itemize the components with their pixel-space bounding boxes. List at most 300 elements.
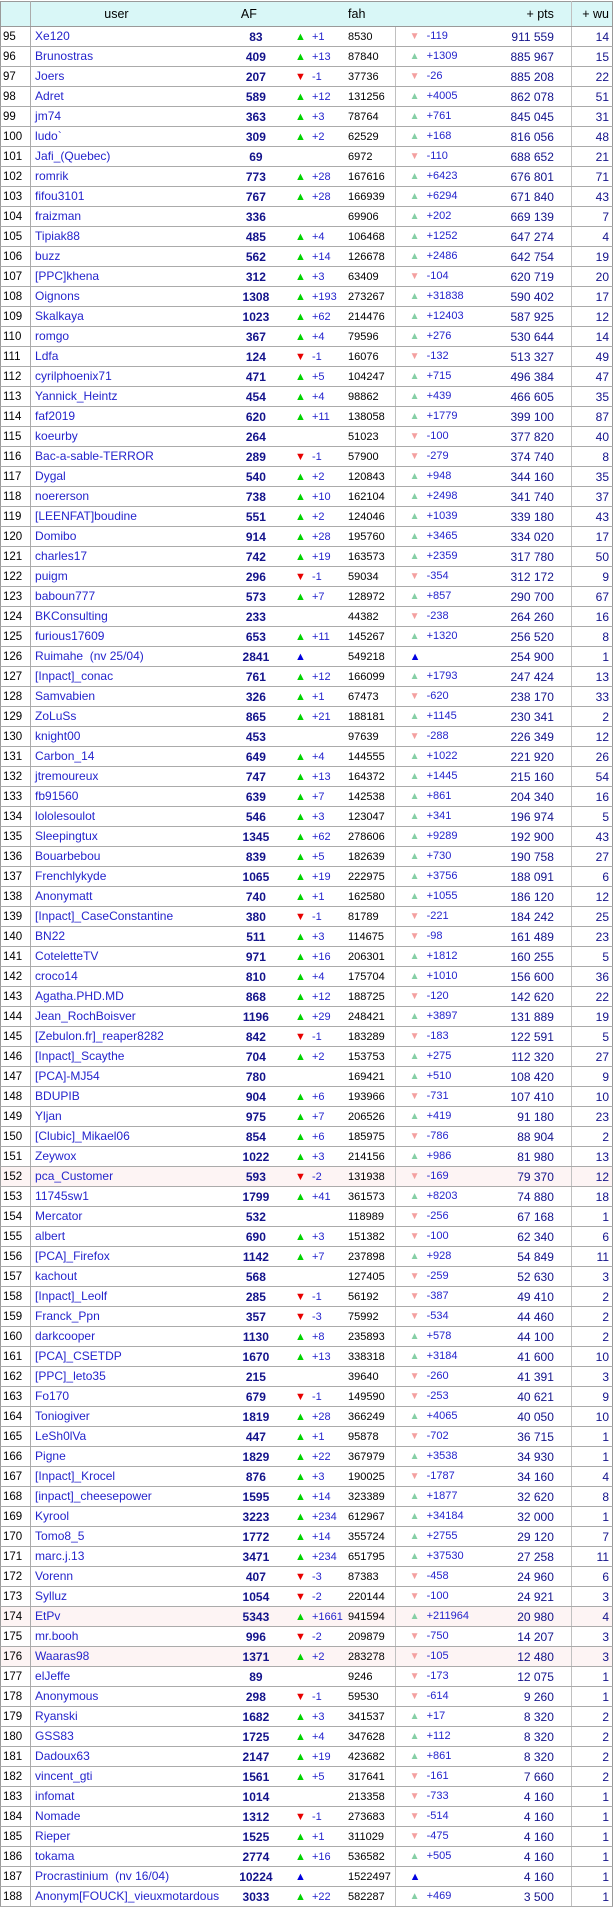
- af-change-value: +14: [311, 1490, 331, 1503]
- user-link[interactable]: lololesoulot: [35, 809, 96, 823]
- fah-change-cell: [395, 467, 473, 487]
- fah-change-value: +419: [426, 1110, 452, 1122]
- fah-change-value: -354: [426, 570, 449, 582]
- user-link[interactable]: [PPC]khena: [35, 269, 100, 283]
- user-link[interactable]: Nomade: [35, 1809, 81, 1823]
- af-rank-cell: 740: [229, 887, 283, 907]
- af-change-up-icon: ▲: [294, 990, 306, 1003]
- user-link[interactable]: Domibo: [35, 529, 77, 543]
- af-change-cell: [283, 727, 345, 747]
- user-link[interactable]: [Inpact]_conac: [35, 669, 114, 683]
- user-link[interactable]: EtPv: [35, 1609, 61, 1623]
- user-cell: [31, 1347, 229, 1367]
- user-link[interactable]: tokama: [35, 1849, 75, 1863]
- user-link[interactable]: Oignons: [35, 289, 80, 303]
- wu-cell: 11: [571, 1247, 612, 1267]
- user-link[interactable]: furious17609: [35, 629, 105, 643]
- rank-cell: 128: [1, 687, 31, 707]
- user-link[interactable]: Sylluz: [35, 1589, 68, 1603]
- pts-cell: 399 100: [473, 407, 571, 427]
- af-change-value: +2: [311, 130, 325, 143]
- pts-cell: 186 120: [473, 887, 571, 907]
- fah-change-value: +1779: [426, 410, 458, 422]
- af-change-cell: [283, 607, 345, 627]
- af-change-cell: [283, 1507, 345, 1527]
- fah-change-cell: [395, 827, 473, 847]
- user-link[interactable]: Tomo8_5: [35, 1529, 85, 1543]
- rank-cell: 148: [1, 1087, 31, 1107]
- wu-cell: 9: [571, 567, 612, 587]
- fah-change-cell: [395, 127, 473, 147]
- af-rank-cell: 914: [229, 527, 283, 547]
- fah-change-value: -100: [426, 1590, 449, 1602]
- fah-rank-cell: 347628: [345, 1727, 395, 1747]
- af-change-up-icon: ▲: [294, 690, 306, 703]
- af-change-value: +28: [311, 1410, 331, 1423]
- user-link[interactable]: 11745sw1: [35, 1189, 89, 1203]
- af-rank-cell: 298: [229, 1687, 283, 1707]
- user-link[interactable]: romgo: [35, 329, 70, 343]
- user-link[interactable]: Dygal: [35, 469, 66, 483]
- af-rank-cell: 742: [229, 547, 283, 567]
- user-link[interactable]: GSS83: [35, 1729, 74, 1743]
- user-link[interactable]: Carbon_14: [35, 749, 95, 763]
- fah-change-value: +2498: [426, 490, 458, 502]
- af-rank-cell: 562: [229, 247, 283, 267]
- table-row: [1, 1107, 613, 1127]
- table-row: [1, 767, 613, 787]
- fah-change-up-icon: ▲: [409, 1451, 420, 1462]
- user-link[interactable]: Samvabien: [35, 689, 96, 703]
- fah-change-cell: [395, 1287, 473, 1307]
- af-change-value: +28: [311, 530, 331, 543]
- user-link[interactable]: Sleepingtux: [35, 829, 98, 843]
- user-link[interactable]: Rieper: [35, 1829, 71, 1843]
- af-rank-cell: 971: [229, 947, 283, 967]
- af-change-up-icon: ▲: [294, 30, 306, 43]
- user-link[interactable]: Fo170: [35, 1389, 70, 1403]
- af-change-cell: [283, 1767, 345, 1787]
- user-link[interactable]: Bouarbebou: [35, 849, 101, 863]
- af-change-value: +8: [311, 1330, 325, 1343]
- af-change-cell: [283, 407, 345, 427]
- af-change-up-icon: ▲: [294, 1010, 306, 1023]
- af-change-cell: [283, 27, 345, 47]
- user-link[interactable]: fb91560: [35, 789, 79, 803]
- fah-change-cell: [395, 927, 473, 947]
- user-link[interactable]: ZoLuSs: [35, 709, 77, 723]
- table-row: [1, 1727, 613, 1747]
- af-change-up-icon: ▲: [294, 1150, 306, 1163]
- fah-change-cell: [395, 507, 473, 527]
- af-rank-cell: 485: [229, 227, 283, 247]
- table-row: [1, 827, 613, 847]
- af-change-up-icon: ▲: [294, 930, 306, 943]
- pts-cell: 156 600: [473, 967, 571, 987]
- user-link[interactable]: croco14: [35, 969, 78, 983]
- af-rank-cell: 854: [229, 1127, 283, 1147]
- fah-change-up-icon: ▲: [409, 131, 420, 142]
- user-cell: [31, 1787, 229, 1807]
- user-link[interactable]: Xe120: [35, 29, 70, 43]
- user-link[interactable]: Vorenn: [35, 1569, 74, 1583]
- af-change-value: -1: [311, 450, 322, 463]
- rank-cell: 160: [1, 1327, 31, 1347]
- af-change-up-icon: ▲: [294, 510, 306, 523]
- user-link[interactable]: Anonymous: [35, 1689, 99, 1703]
- user-link[interactable]: Brunostras: [35, 49, 94, 63]
- af-change-up-icon: ▲: [294, 410, 306, 423]
- user-link[interactable]: fifou3101: [35, 189, 85, 203]
- fah-change-down-icon: ▼: [409, 1431, 420, 1442]
- af-rank-cell: 233: [229, 607, 283, 627]
- rank-cell: 96: [1, 47, 31, 67]
- fah-rank-cell: 206526: [345, 1107, 395, 1127]
- fah-change-value: -173: [426, 1670, 449, 1682]
- user-link[interactable]: romrik: [35, 169, 69, 183]
- fah-rank-cell: 167616: [345, 167, 395, 187]
- pts-cell: 8 320: [473, 1727, 571, 1747]
- user-link[interactable]: Jafi_(Quebec): [35, 149, 111, 163]
- fah-change-down-icon: ▼: [409, 1811, 420, 1822]
- pts-cell: 339 180: [473, 507, 571, 527]
- af-change-up-icon: ▲: [294, 1450, 306, 1463]
- user-cell: [31, 347, 229, 367]
- user-link[interactable]: Procrastinium (nv 16/04): [35, 1869, 170, 1883]
- af-rank-cell: 639: [229, 787, 283, 807]
- af-change-value: +1661: [311, 1610, 343, 1623]
- table-row: [1, 127, 613, 147]
- af-rank-cell: 540: [229, 467, 283, 487]
- af-change-up-icon: ▲: [294, 1470, 306, 1483]
- user-link[interactable]: [Inpact]_CaseConstantine: [35, 909, 174, 923]
- af-change-up-icon: ▲: [294, 710, 306, 723]
- user-link[interactable]: vincent_gti: [35, 1769, 93, 1783]
- wu-cell: 21: [571, 147, 612, 167]
- fah-change-down-icon: ▼: [409, 1211, 420, 1222]
- user-cell: [31, 887, 229, 907]
- pts-cell: 190 758: [473, 847, 571, 867]
- user-link[interactable]: BKConsulting: [35, 609, 108, 623]
- user-link[interactable]: jtremoureux: [35, 769, 99, 783]
- fah-rank-cell: 367979: [345, 1447, 395, 1467]
- user-link[interactable]: elJeffe: [35, 1669, 71, 1683]
- af-change-value: +29: [311, 1010, 331, 1023]
- wu-cell: 22: [571, 987, 612, 1007]
- af-rank-cell: 1525: [229, 1827, 283, 1847]
- af-rank-cell: 363: [229, 107, 283, 127]
- af-change-cell: [283, 267, 345, 287]
- af-change-value: +7: [311, 590, 325, 603]
- wu-cell: 2: [571, 1127, 612, 1147]
- af-change-value: +4: [311, 390, 325, 403]
- user-cell: [31, 1407, 229, 1427]
- pts-cell: 496 384: [473, 367, 571, 387]
- user-link[interactable]: Agatha.PHD.MD: [35, 989, 124, 1003]
- user-cell: [31, 127, 229, 147]
- fah-change-cell: [395, 847, 473, 867]
- user-link[interactable]: Yannick_Heintz: [35, 389, 118, 403]
- fah-change-value: -514: [426, 1810, 449, 1822]
- fah-change-cell: [395, 107, 473, 127]
- user-link[interactable]: [Inpact]_Leolf: [35, 1289, 108, 1303]
- user-link[interactable]: Tipiak88: [35, 229, 80, 243]
- fah-change-value: +1145: [426, 710, 457, 722]
- user-link[interactable]: albert: [35, 1229, 66, 1243]
- af-rank-cell: 10224: [229, 1867, 283, 1887]
- fah-change-value: -100: [426, 430, 449, 442]
- user-cell: [31, 1187, 229, 1207]
- wu-cell: 13: [571, 1147, 612, 1167]
- user-link[interactable]: Franck_Ppn: [35, 1309, 100, 1323]
- af-rank-cell: 568: [229, 1267, 283, 1287]
- user-link[interactable]: [PCA]-MJ54: [35, 1069, 100, 1083]
- af-change-up-icon: ▲: [294, 1250, 306, 1263]
- user-link[interactable]: [Inpact]_Krocel: [35, 1469, 116, 1483]
- fah-change-value: +2486: [426, 250, 458, 262]
- user-link[interactable]: pca_Customer: [35, 1169, 114, 1183]
- table-row: [1, 167, 613, 187]
- user-link[interactable]: Zeywox: [35, 1149, 77, 1163]
- user-link[interactable]: Anonym[FOUCK]_vieuxmotardous: [35, 1889, 220, 1903]
- user-link[interactable]: Toniogiver: [35, 1409, 90, 1423]
- af-change-down-icon: ▼: [294, 450, 306, 463]
- user-link[interactable]: [inpact]_cheesepower: [35, 1489, 152, 1503]
- user-link[interactable]: [PCA]_CSETDP: [35, 1349, 122, 1363]
- user-link[interactable]: [PPC]_leto35: [35, 1369, 106, 1383]
- user-link[interactable]: Pigne: [35, 1449, 66, 1463]
- table-row: [1, 187, 613, 207]
- wu-cell: 48: [571, 127, 612, 147]
- wu-cell: 27: [571, 847, 612, 867]
- user-cell: [31, 1067, 229, 1087]
- user-link[interactable]: kachout: [35, 1269, 78, 1283]
- user-link[interactable]: knight00: [35, 729, 81, 743]
- wu-cell: 1: [571, 1667, 612, 1687]
- user-link[interactable]: charles17: [35, 549, 88, 563]
- af-change-value: +10: [311, 490, 331, 503]
- wu-cell: 1: [571, 1787, 612, 1807]
- user-link[interactable]: Adret: [35, 89, 64, 103]
- user-link[interactable]: BN22: [35, 929, 66, 943]
- wu-cell: 10: [571, 1087, 612, 1107]
- fah-rank-cell: 941594: [345, 1607, 395, 1627]
- wu-cell: 1: [571, 1207, 612, 1227]
- table-row: [1, 1667, 613, 1687]
- pts-cell: 344 160: [473, 467, 571, 487]
- user-link[interactable]: Skalkaya: [35, 309, 84, 323]
- rank-cell: 185: [1, 1827, 31, 1847]
- user-link[interactable]: ludo`: [35, 129, 62, 143]
- user-link[interactable]: Mercator: [35, 1209, 83, 1223]
- fah-rank-cell: 220144: [345, 1587, 395, 1607]
- user-link[interactable]: Yljan: [35, 1109, 62, 1123]
- user-cell: [31, 1367, 229, 1387]
- fah-change-value: -132: [426, 350, 449, 362]
- wu-cell: 10: [571, 1407, 612, 1427]
- user-link[interactable]: infomat: [35, 1789, 75, 1803]
- user-link[interactable]: Anonymatt: [35, 889, 93, 903]
- user-link[interactable]: BDUPIB: [35, 1089, 80, 1103]
- user-link[interactable]: darkcooper: [35, 1329, 96, 1343]
- table-row: [1, 207, 613, 227]
- af-change-value: -1: [311, 1390, 322, 1403]
- wu-cell: 4: [571, 227, 612, 247]
- user-link[interactable]: Jean_RochBoisver: [35, 1009, 136, 1023]
- rank-cell: 125: [1, 627, 31, 647]
- wu-cell: 19: [571, 1007, 612, 1027]
- user-link[interactable]: cyrilphoenix71: [35, 369, 112, 383]
- af-rank-cell: 868: [229, 987, 283, 1007]
- user-cell: [31, 1487, 229, 1507]
- fah-change-value: -120: [426, 990, 449, 1002]
- pts-cell: 317 780: [473, 547, 571, 567]
- user-link[interactable]: fraizman: [35, 209, 82, 223]
- fah-rank-cell: 1522497: [345, 1867, 395, 1887]
- fah-rank-cell: 213358: [345, 1787, 395, 1807]
- af-change-up-icon: ▲: [294, 1350, 306, 1363]
- table-row: [1, 467, 613, 487]
- af-change-up-icon: ▲: [294, 370, 306, 383]
- af-change-up-icon: ▲: [294, 1850, 306, 1863]
- user-link[interactable]: [Zebulon.fr]_reaper8282: [35, 1029, 164, 1043]
- af-rank-cell: 3033: [229, 1887, 283, 1907]
- pts-cell: 7 660: [473, 1767, 571, 1787]
- fah-change-value: +730: [426, 850, 452, 862]
- user-link[interactable]: buzz: [35, 249, 61, 263]
- rank-cell: 137: [1, 867, 31, 887]
- fah-change-down-icon: ▼: [409, 1091, 420, 1102]
- rank-cell: 171: [1, 1547, 31, 1567]
- wu-cell: 1: [571, 1447, 612, 1467]
- wu-cell: 2: [571, 1287, 612, 1307]
- af-change-up-icon: ▲: [294, 530, 306, 543]
- af-change-cell: [283, 1067, 345, 1087]
- fah-change-value: +168: [426, 130, 452, 142]
- user-link[interactable]: noererson: [35, 489, 90, 503]
- pts-cell: 862 078: [473, 87, 571, 107]
- af-rank-cell: 336: [229, 207, 283, 227]
- pts-cell: 44 460: [473, 1307, 571, 1327]
- fah-change-value: +761: [426, 110, 452, 122]
- user-link[interactable]: marc.j.13: [35, 1549, 85, 1563]
- user-link[interactable]: Bac-a-sable-TERROR: [35, 449, 154, 463]
- user-link[interactable]: Kyrool: [35, 1509, 70, 1523]
- fah-change-value: +2755: [426, 1530, 458, 1542]
- user-link[interactable]: puigm: [35, 569, 68, 583]
- af-change-up-icon: ▲: [294, 850, 306, 863]
- fah-change-value: -620: [426, 690, 449, 702]
- wu-cell: 11: [571, 1547, 612, 1567]
- af-change-cell: [283, 967, 345, 987]
- user-link[interactable]: [LEENFAT]boudine: [35, 509, 137, 523]
- af-change-cell: [283, 1887, 345, 1907]
- user-link[interactable]: Ruimahe (nv 25/04): [35, 649, 144, 663]
- user-cell: [31, 1587, 229, 1607]
- user-link[interactable]: [Inpact]_Scaythe: [35, 1049, 125, 1063]
- af-change-value: +1: [311, 30, 325, 43]
- af-rank-cell: 471: [229, 367, 283, 387]
- rank-cell: 158: [1, 1287, 31, 1307]
- user-link[interactable]: Waaras98: [35, 1649, 90, 1663]
- fah-change-up-icon: ▲: [409, 771, 420, 782]
- user-link[interactable]: koeurby: [35, 429, 78, 443]
- af-change-up-icon: ▲: [294, 590, 306, 603]
- user-link[interactable]: Dadoux63: [35, 1749, 90, 1763]
- fah-change-cell: [395, 1347, 473, 1367]
- header-row: [1, 2, 613, 27]
- fah-change-cell: [395, 1367, 473, 1387]
- af-rank-cell: 546: [229, 807, 283, 827]
- pts-cell: 341 740: [473, 487, 571, 507]
- pts-cell: 845 045: [473, 107, 571, 127]
- af-change-up-icon: ▲: [294, 1530, 306, 1543]
- fah-change-cell: [395, 1607, 473, 1627]
- user-link[interactable]: CoteletteTV: [35, 949, 99, 963]
- user-link[interactable]: Joers: [35, 69, 65, 83]
- af-change-value: +16: [311, 1850, 331, 1863]
- rank-cell: 172: [1, 1567, 31, 1587]
- rank-cell: 121: [1, 547, 31, 567]
- user-link[interactable]: LeSh0lVa: [35, 1429, 87, 1443]
- af-rank-cell: 2774: [229, 1847, 283, 1867]
- fah-rank-cell: 106468: [345, 227, 395, 247]
- user-cell: [31, 547, 229, 567]
- user-link[interactable]: [PCA]_Firefox: [35, 1249, 110, 1263]
- rank-cell: 174: [1, 1607, 31, 1627]
- af-change-cell: [283, 1047, 345, 1067]
- user-cell: [31, 447, 229, 467]
- user-cell: [31, 507, 229, 527]
- user-link[interactable]: Ryanski: [35, 1709, 78, 1723]
- fah-change-value: +948: [426, 470, 452, 482]
- af-change-value: +3: [311, 1710, 325, 1723]
- user-link[interactable]: Frenchlykyde: [35, 869, 107, 883]
- af-change-up-icon: ▲: [294, 890, 306, 903]
- fah-change-down-icon: ▼: [409, 1371, 420, 1382]
- fah-change-value: -614: [426, 1690, 449, 1702]
- wu-cell: 2: [571, 1327, 612, 1347]
- af-change-up-icon: ▲: [294, 1610, 306, 1623]
- fah-change-value: +1445: [426, 770, 458, 782]
- fah-change-cell: [395, 307, 473, 327]
- af-change-cell: [283, 1447, 345, 1467]
- fah-change-value: -119: [426, 30, 448, 42]
- fah-change-cell: [395, 1867, 473, 1887]
- fah-change-down-icon: ▼: [409, 1771, 420, 1782]
- pts-cell: 34 160: [473, 1467, 571, 1487]
- user-link[interactable]: jm74: [35, 109, 62, 123]
- af-change-cell: [283, 47, 345, 67]
- user-link[interactable]: faf2019: [35, 409, 76, 423]
- rank-cell: 113: [1, 387, 31, 407]
- user-cell: [31, 307, 229, 327]
- af-change-value: +3: [311, 810, 325, 823]
- user-link[interactable]: Ldfa: [35, 349, 59, 363]
- wu-cell: 14: [571, 27, 612, 47]
- af-rank-cell: 511: [229, 927, 283, 947]
- af-change-cell: [283, 767, 345, 787]
- fah-change-value: +276: [426, 330, 452, 342]
- user-link[interactable]: [Clubic]_Mikael06: [35, 1129, 130, 1143]
- table-row: [1, 1367, 613, 1387]
- user-link[interactable]: baboun777: [35, 589, 96, 603]
- af-change-value: +1: [311, 1430, 325, 1443]
- user-link[interactable]: mr.booh: [35, 1629, 79, 1643]
- af-change-up-icon: ▲: [294, 50, 306, 63]
- table-row: [1, 747, 613, 767]
- af-rank-cell: 1196: [229, 1007, 283, 1027]
